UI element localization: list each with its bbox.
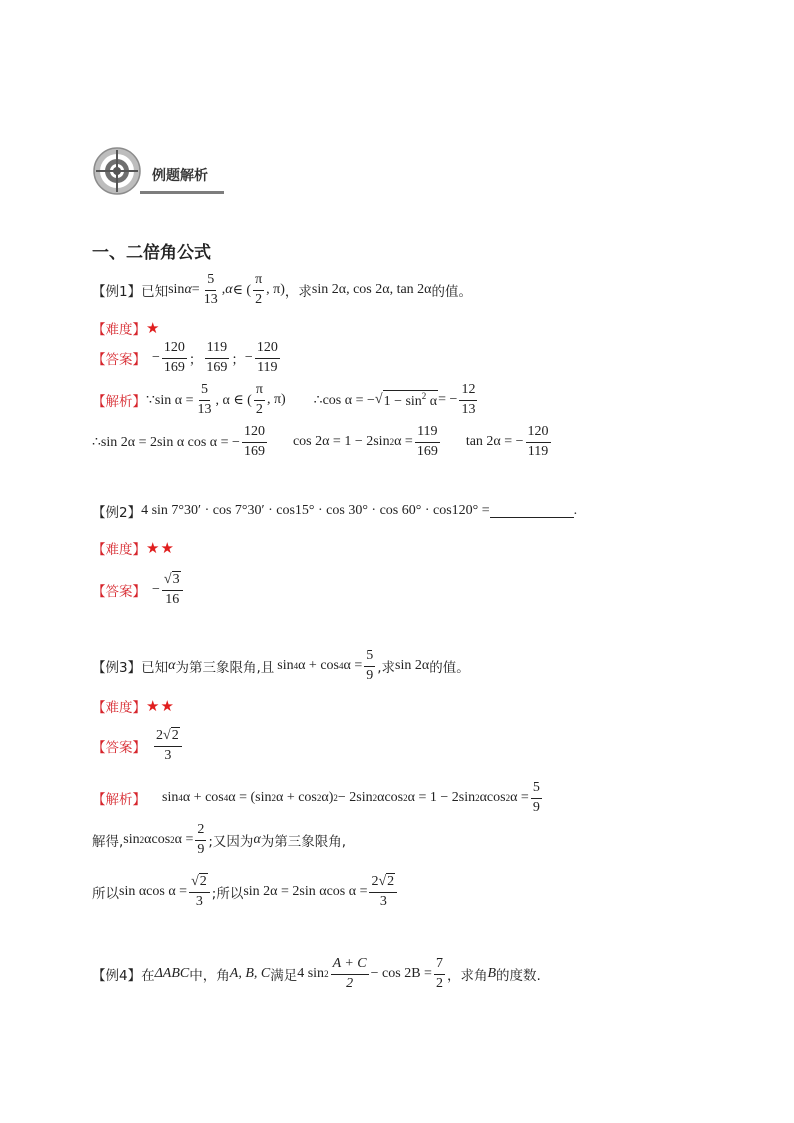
ex3-answer: 【答案】 $\frac{2√2}{3}$: [92, 724, 184, 768]
ex1-pi-fraction: $\frac{\pi}{2}$: [255, 272, 263, 307]
ex2-tag: 【例2】: [92, 505, 142, 521]
section-header: [92, 146, 224, 196]
ex4-question: 【例4】 在 ΔABC 中，角 A, B, C 满足 4 sin 2 $\frac{A + C}{2}$ − cos 2B = $\frac{7}{2}$ ，求角 B 的度数.: [92, 956, 541, 991]
ex4-tag: 【例4】: [92, 968, 142, 984]
ex2-answer-fraction: $\frac{√3}{16}$: [162, 572, 183, 607]
sqrt-symbol: √: [374, 392, 383, 407]
ex3-answer-fraction: $\frac{2√2}{3}$: [154, 728, 182, 763]
ex1-question: 【例1】 已知 sin α = $\frac{5}{13}$ , α ∈ ( $\frac{\pi}{2}$ , π) ，求 sin 2α, cos 2α, tan 2α 的值。: [92, 272, 473, 307]
ex1-fraction: $\frac{5}{13}$: [203, 272, 218, 307]
ex3-analysis-line3: 所以 sin αcos α = $\frac{√2}{3}$ ;所以 sin 2α = 2sin αcos α = $\frac{2√2}{3}$: [92, 870, 399, 914]
ex1-analysis-line1: 【解析】 ∵sin α = $\frac{5}{13}$ , α ∈ ( $\frac{\pi}{2}$ , π) ∴cos α = − √ $1 - \sin^2 \alpha$ = − $\frac{12}{13}$: [92, 382, 476, 417]
ex1-answer-2: $\frac{119}{169}$: [206, 340, 228, 375]
ex3-difficulty: 【难度】 ★★: [92, 698, 175, 716]
star-icon: ★★: [146, 540, 175, 557]
ex2-question: 【例2】 4 sin 7°30′ · cos 7°30′ · cos15° · cos 30° · cos 60° · cos120° = .: [92, 503, 578, 521]
star-icon: ★★: [146, 698, 175, 715]
ex3-tag: 【例3】: [92, 660, 142, 676]
ex1-answer-1: $\frac{120}{169}$: [163, 340, 185, 375]
ex1-answer-3: $\frac{120}{119}$: [256, 340, 278, 375]
ex3-analysis-line1: 【解析】 sin 4 α + cos 4 α = (sin 2 α + cos 2 α) 2 − 2sin 2 αcos 2 α = 1 − 2sin 2 αcos 2 α = $\frac{5}{9}$: [92, 780, 540, 815]
ex3-analysis-line2: 解得, sin 2 αcos 2 α = $\frac{2}{9}$ ;又因为 α 为第三象限角,: [92, 822, 347, 857]
ex2-answer: 【答案】 − $\frac{√3}{16}$: [92, 568, 185, 612]
ex1-analysis-line2: ∴sin 2α = 2sin α cos α = − $\frac{120}{169}$ cos 2α = 1 − 2sin 2 α = $\frac{119}{169}$ tan 2α = − $\frac{120}{119}$: [92, 424, 549, 459]
ex1-difficulty: 【难度】 ★: [92, 320, 161, 338]
section-title: 例题解析: [152, 167, 208, 183]
ex3-question: 【例3】 已知 α 为第三象限角,且 sin 4 α + cos 4 α = $\frac{5}{9}$ ,求 sin 2α 的值。: [92, 648, 470, 683]
answer-blank[interactable]: [490, 505, 574, 518]
target-icon: [92, 146, 142, 196]
star-icon: ★: [146, 320, 161, 337]
section-underline: [140, 191, 224, 194]
page-heading: 一、二倍角公式: [92, 243, 211, 263]
ex2-difficulty: 【难度】 ★★: [92, 540, 175, 558]
ex1-answer: 【答案】 − $\frac{120}{169}$ ； $\frac{119}{169}$ ； − $\frac{120}{119}$: [92, 340, 278, 375]
ex1-tag: 【例1】: [92, 284, 142, 300]
